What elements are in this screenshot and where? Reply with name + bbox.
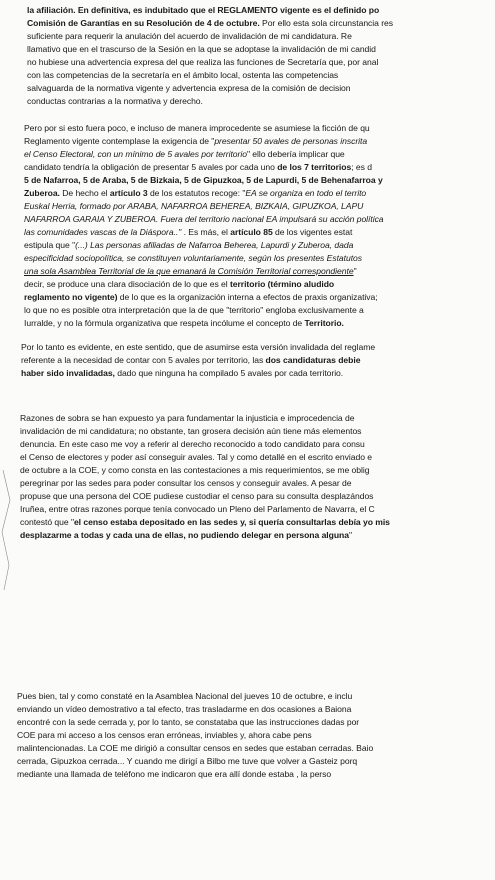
text-segment: artículo 3 <box>109 188 148 198</box>
text-line <box>24 265 495 278</box>
text-segment: el Censo Electoral, con un mínimo de 5 avales por territorio <box>24 149 247 159</box>
text-line <box>21 341 495 354</box>
text-segment: suficiente para requerir la anulación del acuerdo de invalidación de mi candidatura. Re <box>27 31 352 41</box>
text-line <box>24 187 495 200</box>
text-segment: mediante una llamada de teléfono me indicaron que era allí donde estaba , la perso <box>17 769 332 779</box>
text-segment: salvaguarda de la normativa vigente y advertencia expresa de la comisión de decision <box>27 83 351 93</box>
text-segment: Iruñea, entre otras razones porque tenía convocado un Pleno del Parlamento de Navarra, el C <box>20 504 375 514</box>
paragraph-5 <box>17 690 495 781</box>
text-line <box>24 161 495 174</box>
text-line <box>27 17 495 30</box>
text-line <box>24 135 495 148</box>
text-line <box>27 69 495 82</box>
text-line <box>27 95 495 108</box>
paragraph-2 <box>24 122 495 330</box>
text-line <box>20 425 495 438</box>
text-segment: especificidad sociopolítica, se constituyen voluntariamente, según los presentes Estatutos <box>24 253 363 263</box>
text-segment: De hecho el <box>59 188 110 198</box>
text-line <box>24 239 495 252</box>
text-line <box>20 451 495 464</box>
paragraph-3 <box>21 341 495 380</box>
text-segment: referente a la necesidad de contar con 5 avales por territorio, las <box>21 355 266 365</box>
text-segment: invalidación de mi candidatura; no obstante, tan grosera decisión aún tiene más elementos <box>20 426 362 436</box>
text-segment: 5 de Nafarroa, 5 de Araba, 5 de Bizkaia, 5 de Gipuzkoa, 5 de Lapurdi, 5 de Behenafarroa y <box>24 175 383 185</box>
text-segment: estipula que " <box>24 240 76 250</box>
paragraph-1 <box>27 4 495 108</box>
text-line <box>27 56 495 69</box>
text-segment: Por ello esta sola circunstancia res <box>259 18 394 28</box>
text-segment: de octubre a la COE, y como consta en las contestaciones a mis requerimientos, se me oblig <box>20 465 370 475</box>
text-segment: la afiliación. En definitiva, es indubitado que el REGLAMENTO vigente es el definido po <box>27 5 380 15</box>
text-segment: Pues bien, tal y como constaté en la Asamblea Nacional del jueves 10 de octubre, e inclu <box>17 691 353 701</box>
text-segment: Por lo tanto es evidente, en este sentido, que de asumirse esta versión invalidada del reglame <box>21 342 376 352</box>
text-line <box>17 716 495 729</box>
text-segment: dos candidaturas debie <box>265 355 361 365</box>
text-line <box>24 252 495 265</box>
text-segment: territorio (término aludido <box>229 279 335 289</box>
text-segment: de los vigentes estat <box>272 227 353 237</box>
text-line <box>24 200 495 213</box>
text-segment: . Es más, el <box>181 227 231 237</box>
text-segment: Pero por si esto fuera poco, e incluso de manera improcedente se asumiese la ficción de qu <box>24 123 370 133</box>
text-line <box>24 317 495 330</box>
text-line <box>20 503 495 516</box>
text-segment: reglamento no vigente) <box>24 292 118 302</box>
text-line <box>20 464 495 477</box>
text-segment: denuncia. En este caso me voy a referir al derecho reconocido a todo candidato para consu <box>20 439 365 449</box>
text-segment: lo que no es posible otra interpretación que la de que "territorio" engloba exclusivamente a <box>24 305 364 315</box>
text-line <box>17 755 495 768</box>
text-segment: decir, se produce una clara disociación de lo que es el <box>24 279 230 289</box>
text-line <box>17 742 495 755</box>
text-segment: encontré con la sede cerrada y, por lo tanto, se constataba que las instrucciones dadas por <box>17 717 360 727</box>
text-segment: el censo estaba depositado en las sedes y, si quería consultarlas debía yo mis <box>73 517 390 527</box>
text-segment: " <box>353 266 357 276</box>
text-segment: desplazarme a todas y cada una de ellas, no pudiendo delegar en persona alguna <box>20 530 349 540</box>
text-segment: COE para mi acceso a los censos eran erróneas, inviables y, ahora cabe pens <box>17 730 312 740</box>
text-segment: conductas contrarias a la normativa y derecho. <box>27 96 203 106</box>
text-segment: dado que ninguna ha compilado 5 avales por cada territorio. <box>114 368 344 378</box>
text-segment: " ello debería implicar que <box>246 149 345 159</box>
text-segment: llamativo que en el trascurso de la Sesión en la que se adoptase la invalidación de mi candid <box>27 44 376 54</box>
text-segment: Iurralde, y no la fórmula organizativa que respeta incólume el concepto de <box>24 318 305 328</box>
text-line <box>24 278 495 291</box>
text-segment: NAFARROA GARAIA Y ZUBEROA. Fuera del territorio nacional EA impulsará su acción política <box>24 214 384 224</box>
text-segment: Reglamento vigente contemplase la exigencia de " <box>24 136 215 146</box>
text-segment: las comunidades vascas de la Diáspora.." <box>24 227 182 237</box>
text-line <box>24 226 495 239</box>
text-segment: el Censo de electores y poder así conseguir avales. Tal y como detallé en el escrito enviado e <box>20 452 372 462</box>
text-line <box>21 367 495 380</box>
text-line <box>17 703 495 716</box>
text-segment: haber sido invalidadas, <box>21 368 115 378</box>
text-line <box>20 529 495 542</box>
text-line <box>17 729 495 742</box>
text-segment: Zuberoa. <box>24 188 60 198</box>
text-segment: propuse que una persona del COE pudiese custodiar el censo para su consulta desplazándos <box>20 491 374 501</box>
text-segment: contestó que " <box>20 517 74 527</box>
margin-pen-mark-icon <box>0 470 14 590</box>
text-line <box>24 291 495 304</box>
text-line <box>24 148 495 161</box>
text-line <box>24 122 495 135</box>
text-line <box>20 438 495 451</box>
text-segment: peregrinar por las sedes para poder consultar los censos y conseguir avales. A pesar de <box>20 478 352 488</box>
text-segment: artículo 85 <box>230 227 273 237</box>
text-segment: con las competencias de la secretaría en el ámbito local, ostenta las competencias <box>27 70 339 80</box>
text-segment: enviando un vídeo demostrativo a tal efecto, tras trasladarme en dos ocasiones a Baiona <box>17 704 352 714</box>
text-segment: de los 7 territorios <box>277 162 352 172</box>
text-segment: (...) Las personas afiliadas de Nafarroa Beherea, Lapurdi y Zuberoa, dada <box>75 240 354 250</box>
text-segment: malintencionadas. La COE me dirigió a consultar censos en sedes que estaban cerradas. Baio <box>17 743 374 753</box>
text-line <box>24 213 495 226</box>
text-line <box>20 477 495 490</box>
text-segment: Territorio. <box>304 318 344 328</box>
text-segment: una sola Asamblea Territorial de la que emanará la Comisión Territorial correspondiente <box>24 266 354 276</box>
text-segment: presentar 50 avales de personas inscrita <box>214 136 368 146</box>
text-segment: candidato tendría la obligación de presentar 5 avales por cada uno <box>24 162 278 172</box>
text-line <box>27 4 495 17</box>
text-segment: de los estatutos recoge: " <box>147 188 246 198</box>
text-segment: " <box>348 530 352 540</box>
text-segment: Euskal Herria, formado por ARABA, NAFARROA BEHEREA, BIZKAIA, GIPUZKOA, LAPU <box>24 201 364 211</box>
text-segment: cerrada, Gipuzkoa cerrada... Y cuando me dirigí a Bilbo me tuve que volver a Gasteiz porq <box>17 756 358 766</box>
text-line <box>20 516 495 529</box>
text-segment: no hubiese una advertencia expresa del que realiza las funciones de Secretaría que, por anal <box>27 57 379 67</box>
text-line <box>21 354 495 367</box>
text-line <box>20 412 495 425</box>
text-line <box>24 174 495 187</box>
text-line <box>27 30 495 43</box>
text-segment: EA se organiza en todo el territo <box>245 188 367 198</box>
text-line <box>27 43 495 56</box>
text-segment: Razones de sobra se han expuesto ya para fundamentar la injusticia e improcedencia de <box>20 413 355 423</box>
text-line <box>27 82 495 95</box>
text-line <box>17 690 495 703</box>
text-line <box>24 304 495 317</box>
text-segment: de lo que es la organización interna a efectos de praxis organizativa; <box>117 292 378 302</box>
text-segment: Comisión de Garantías en su Resolución de 4 de octubre. <box>27 18 260 28</box>
paragraph-4 <box>20 412 495 542</box>
text-line <box>17 768 495 781</box>
text-segment: ; es d <box>351 162 372 172</box>
text-line <box>20 490 495 503</box>
